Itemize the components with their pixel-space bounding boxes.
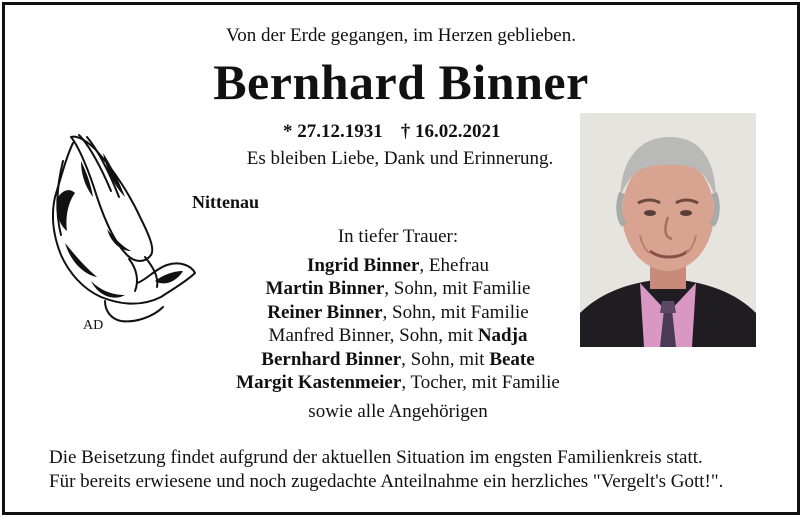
burial-notice [49,446,723,494]
life-dates [283,121,501,143]
portrait-photo [580,113,756,347]
motto: Von der Erde gegangen, im Herzen geblieben. [226,25,576,46]
deceased-name: Bernhard Binner [213,54,589,110]
other-relatives: sowie alle Angehörigen [308,401,488,422]
notice-line: Für bereits erwiesene und noch zugedachte Anteilnahme ein herzliches "Vergelt's Gott!". [49,471,724,492]
notice-line: Die Beisetzung findet aufgrund der aktuellen Situation im engsten Familienkreis statt. [49,447,703,468]
thanks-line: Es bleiben Liebe, Dank und Erinnerung. [246,148,554,169]
mourners-list [205,254,591,394]
portrait-image [580,113,756,347]
death-date: † 16.02.2021 [400,121,501,142]
praying-hands-icon [45,131,197,331]
mourning-title: In tiefer Trauer: [337,226,459,247]
list-item: Manfred Binner, Sohn, mit Nadja [268,325,528,347]
list-item: Margit Kastenmeier, Tocher, mit Familie [236,372,560,394]
list-item: Bernhard Binner, Sohn, mit Beate [261,348,535,370]
obituary-card [2,2,800,515]
list-item: Ingrid Binner, Ehefrau [306,255,490,276]
list-item: Martin Binner, Sohn, mit Familie [265,278,531,300]
place-name: Nittenau [192,192,259,212]
list-item: Reiner Binner, Sohn, mit Familie [267,301,529,323]
birth-date: * 27.12.1931 [283,121,383,142]
artwork-monogram: AD [83,318,104,331]
